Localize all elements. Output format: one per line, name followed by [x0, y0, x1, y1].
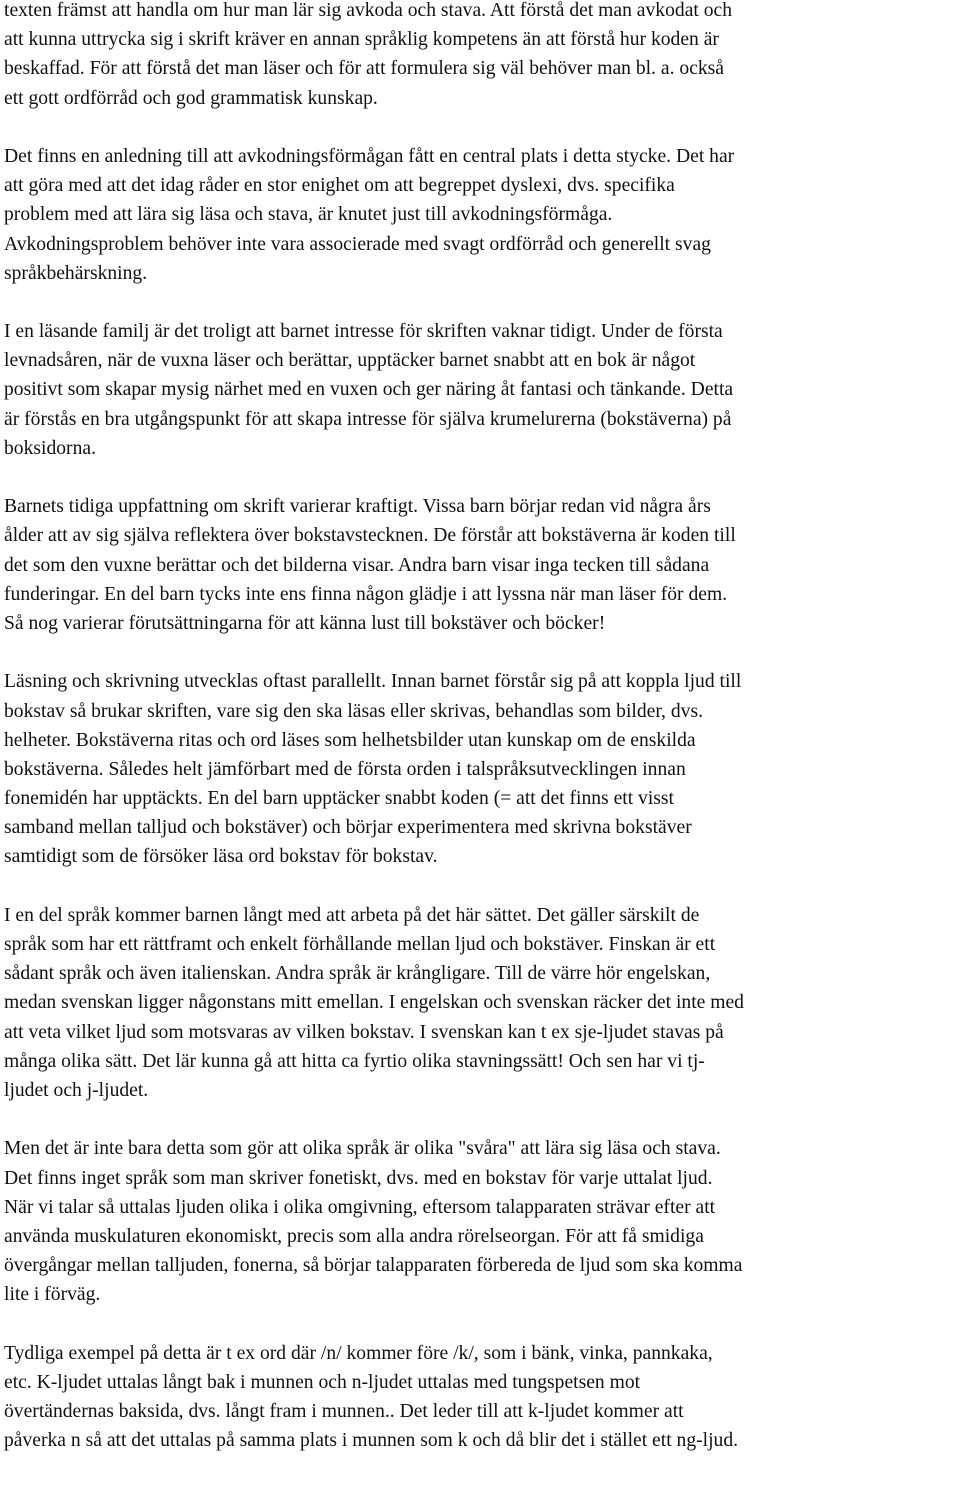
paragraph-2	[4, 142, 960, 288]
paragraph-8	[4, 1339, 960, 1456]
text-line: samtidigt som de försöker läsa ord bokstav för bokstav.	[4, 846, 438, 868]
paragraph-5	[4, 667, 960, 871]
text-line: ljudet och j-ljudet.	[4, 1079, 149, 1101]
text-line: att veta vilket ljud som motsvaras av vilken bokstav. I svenskan kan t ex sje-ljudet stavas på	[4, 1021, 724, 1043]
text-line: språk som har ett rättframt och enkelt förhållande mellan ljud och bokstäver. Finskan är ett	[4, 934, 716, 955]
text-line: lite i förväg.	[4, 1284, 101, 1306]
text-line: När vi talar så uttalas ljuden olika i olika omgivning, eftersom talapparaten strävar efter att	[4, 1196, 716, 1218]
text-line: Det finns en anledning till att avkodningsförmågan fått en central plats i detta stycke. Det har	[4, 145, 735, 167]
text-line: att göra med att det idag råder en stor enighet om att begreppet dyslexi, dvs. specifika	[4, 175, 675, 197]
text-line: använda muskulaturen ekonomiskt, precis som alla andra rörelseorgan. För att få smidiga	[4, 1225, 704, 1247]
text-line: problem med att lära sig läsa och stava, är knutet just till avkodningsförmåga.	[4, 204, 613, 226]
text-line: ett gott ordförråd och god grammatisk kunskap.	[4, 87, 378, 109]
text-line: bokstäverna. Således helt jämförbart med de första orden i talspråksutvecklingen innan	[4, 758, 686, 780]
text-line: samband mellan talljud och bokstäver) och börjar experimentera med skrivna bokstäver	[4, 817, 692, 839]
text-line: levnadsåren, när de vuxna läser och berättar, upptäcker barnet snabbt att en bok är något	[4, 350, 696, 372]
text-line: medan svenskan ligger någonstans mitt emellan. I engelskan och svenskan räcker det inte med	[4, 992, 744, 1014]
text-line: Så nog varierar förutsättningarna för att känna lust till bokstäver och böcker!	[4, 612, 606, 634]
text-line: Men det är inte bara detta som gör att olika språk är olika "svåra" att lära sig läsa och stava.	[4, 1138, 721, 1160]
text-line: Barnets tidiga uppfattning om skrift varierar kraftigt. Vissa barn börjar redan vid några års	[4, 496, 711, 518]
text-line: fonemidén har upptäckts. En del barn upptäcker snabbt koden (= att det finns ett visst	[4, 788, 674, 810]
text-line: Läsning och skrivning utvecklas oftast parallellt. Innan barnet förstår sig på att koppla ljud till	[4, 671, 742, 693]
text-line: beskaffad. För att förstå det man läser och för att formulera sig väl behöver man bl. a. också	[4, 58, 725, 80]
text-line: ålder att av sig själva reflektera över bokstavstecknen. De förstår att bokstäverna är koden till	[4, 525, 736, 547]
document-page	[4, 0, 960, 1485]
text-line: är förstås en bra utgångspunkt för att skapa intresse för själva krumelurerna (bokstäverna) på	[4, 408, 732, 430]
paragraph-1	[4, 0, 960, 113]
text-line: funderingar. En del barn tycks inte ens finna någon glädje i att lyssna när man läser för dem.	[4, 583, 728, 605]
text-line: texten främst att handla om hur man lär sig avkoda och stava. Att förstå det man avkodat och	[4, 0, 733, 21]
paragraph-3	[4, 317, 960, 463]
paragraph-7	[4, 1134, 960, 1309]
text-line: helheter. Bokstäverna ritas och ord läses som helhetsbilder utan kunskap om de enskilda	[4, 729, 696, 751]
text-line: Tydliga exempel på detta är t ex ord där /n/ kommer före /k/, som i bänk, vinka, pannkaka,	[4, 1342, 713, 1364]
text-line: övertändernas baksida, dvs. långt fram i munnen.. Det leder till att k-ljudet kommer att	[4, 1401, 684, 1422]
text-line: att kunna uttrycka sig i skrift kräver en annan språklig kompetens än att förstå hur koden är	[4, 29, 719, 51]
text-line: Det finns inget språk som man skriver fonetiskt, dvs. med en bokstav för varje uttalat ljud.	[4, 1167, 713, 1189]
text-line: bokstav så brukar skriften, vare sig den ska läsas eller skrivas, behandlas som bilder, dvs.	[4, 700, 703, 722]
text-line: I en del språk kommer barnen långt med att arbeta på det här sättet. Det gäller särskilt de	[4, 904, 700, 926]
paragraph-6	[4, 901, 960, 1105]
text-line: sådant språk och även italienskan. Andra språk är krångligare. Till de värre hör engelskan,	[4, 963, 711, 985]
text-line: påverka n så att det uttalas på samma plats i munnen som k och då blir det i stället ett ng-ljud.	[4, 1430, 739, 1452]
text-line: övergångar mellan talljuden, fonerna, så börjar talapparaten förbereda de ljud som ska komma	[4, 1255, 743, 1277]
text-line: positivt som skapar mysig närhet med en vuxen och ger näring åt fantasi och tänkande. Detta	[4, 379, 734, 401]
text-line: många olika sätt. Det lär kunna gå att hitta ca fyrtio olika stavningssätt! Och sen har vi tj-	[4, 1050, 705, 1072]
text-line: Avkodningsproblem behöver inte vara associerade med svagt ordförråd och generellt svag	[4, 233, 711, 255]
text-line: I en läsande familj är det troligt att barnet intresse för skriften vaknar tidigt. Under de första	[4, 321, 723, 343]
text-line: etc. K-ljudet uttalas långt bak i munnen och n-ljudet uttalas med tungspetsen mot	[4, 1371, 641, 1393]
text-line: boksidorna.	[4, 437, 96, 459]
paragraph-4	[4, 492, 960, 638]
text-line: det som den vuxne berättar och det bilderna visar. Andra barn visar inga tecken till sådana	[4, 554, 710, 576]
text-line: språkbehärskning.	[4, 262, 148, 284]
